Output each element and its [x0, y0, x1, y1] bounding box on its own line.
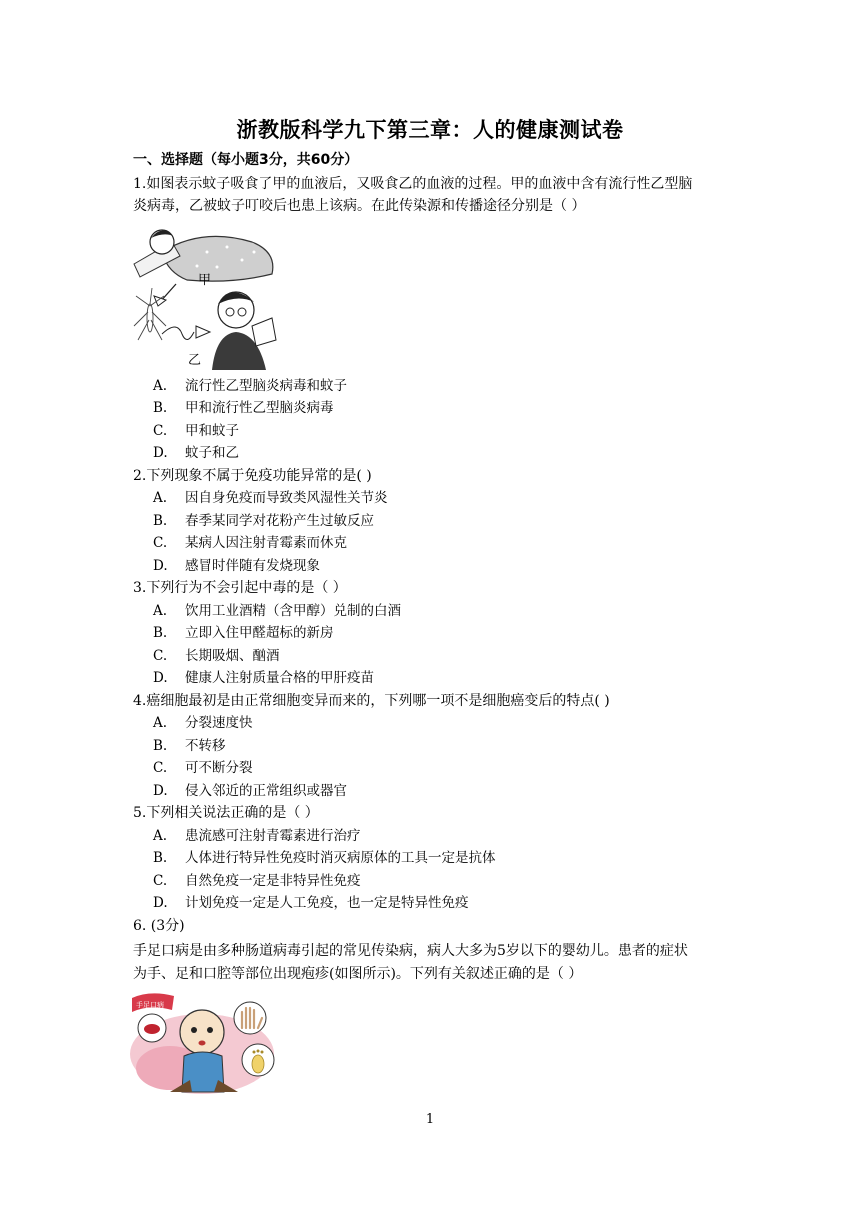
q2-option-d: D. 感冒时伴随有发烧现象	[153, 558, 320, 574]
q3-stem: 3.下列行为不会引起中毒的是（ ）	[133, 580, 347, 596]
mosquito-illustration	[132, 222, 278, 372]
q2-option-a: A. 因自身免疫而导致类风湿性关节炎	[153, 490, 388, 506]
q5-option-c: C. 自然免疫一定是非特异性免疫	[153, 873, 361, 889]
q2-option-b: B. 春季某同学对花粉产生过敏反应	[153, 513, 374, 529]
q4-option-c: C. 可不断分裂	[153, 760, 253, 776]
q3-option-b: B. 立即入住甲醛超标的新房	[153, 625, 334, 641]
label-yi: 乙	[188, 353, 202, 368]
q3-option-d: D. 健康人注射质量合格的甲肝疫苗	[153, 670, 374, 686]
q2-stem: 2.下列现象不属于免疫功能异常的是( )	[133, 468, 372, 484]
q3-option-c: C. 长期吸烟、酗酒	[153, 648, 280, 664]
hand-foot-mouth-illustration	[130, 988, 282, 1096]
q4-stem: 4.癌细胞最初是由正常细胞变异而来的，下列哪一项不是细胞癌变后的特点( )	[133, 693, 610, 709]
q3-option-a: A. 饮用工业酒精（含甲醇）兑制的白酒	[153, 603, 401, 619]
page-number: 1	[425, 1112, 435, 1127]
q4-option-a: A. 分裂速度快	[153, 715, 253, 731]
q1-option-c: C. 甲和蚊子	[153, 423, 239, 439]
q5-option-d: D. 计划免疫一定是人工免疫，也一定是特异性免疫	[153, 895, 469, 911]
section-heading: 一、选择题（每小题3分，共60分）	[133, 152, 359, 168]
q1-option-a: A. 流行性乙型脑炎病毒和蚊子	[153, 378, 347, 394]
label-jia: 甲	[198, 273, 212, 288]
q5-option-a: A. 患流感可注射青霉素进行治疗	[153, 828, 361, 844]
q1-stem-line1: 1.如图表示蚊子吸食了甲的血液后，又吸食乙的血液的过程。甲的血液中含有流行性乙型脑	[133, 176, 693, 192]
q6-number: 6. (3分)	[133, 918, 185, 934]
q1-stem-line2: 炎病毒，乙被蚊子叮咬后也患上该病。在此传染源和传播途径分别是（ ）	[133, 198, 586, 214]
q4-option-d: D. 侵入邻近的正常组织或器官	[153, 783, 347, 799]
q4-option-b: B. 不转移	[153, 738, 226, 754]
page-title: 浙教版科学九下第三章：人的健康测试卷	[236, 118, 624, 142]
q2-option-c: C. 某病人因注射青霉素而休克	[153, 535, 347, 551]
q6-stem-line2: 为手、足和口腔等部位出现疱疹(如图所示)。下列有关叙述正确的是（ ）	[133, 966, 583, 982]
q5-stem: 5.下列相关说法正确的是（ ）	[133, 805, 319, 821]
q5-option-b: B. 人体进行特异性免疫时消灭病原体的工具一定是抗体	[153, 850, 496, 866]
q6-stem-line1: 手足口病是由多种肠道病毒引起的常见传染病，病人大多为5岁以下的婴幼儿。患者的症状	[133, 943, 688, 959]
fig-label: 手足口病	[136, 1001, 164, 1009]
q1-option-b: B. 甲和流行性乙型脑炎病毒	[153, 400, 334, 416]
q1-option-d: D. 蚊子和乙	[153, 445, 239, 461]
